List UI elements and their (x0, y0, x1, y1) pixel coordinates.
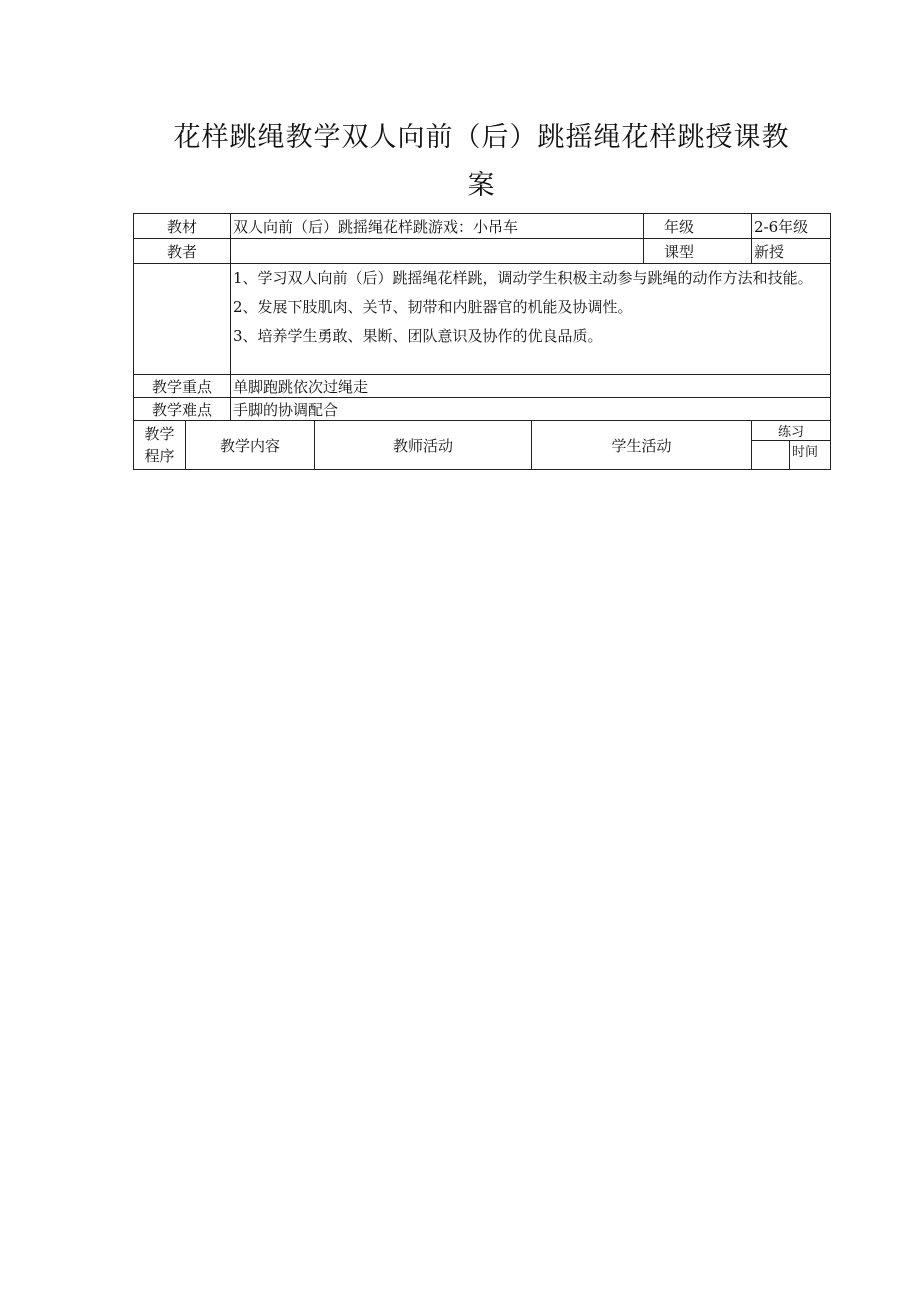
material-label: 教材 (134, 214, 231, 239)
lesson-plan-table (133, 213, 831, 470)
goals-row (134, 264, 831, 375)
lesson-type-label: 课型 (644, 239, 752, 264)
teacher-label: 教者 (134, 239, 231, 264)
procedure-label-line-2: 程序 (144, 447, 175, 465)
goals-content (231, 264, 831, 375)
procedure-header-row-top (134, 421, 831, 441)
student-activity-header: 学生活动 (532, 421, 752, 470)
teacher-row (134, 239, 831, 264)
goals-label (134, 264, 231, 375)
material-row (134, 214, 831, 239)
time-header: 时间 (790, 441, 831, 470)
material-value: 双人向前（后）跳摇绳花样跳游戏：小吊车 (231, 214, 644, 239)
goal-item-1: 1、学习双人向前（后）跳摇绳花样跳，调动学生积极主动参与跳绳的动作方法和技能。 (233, 269, 813, 287)
key-point-value: 单脚跑跳依次过绳走 (231, 375, 831, 398)
key-point-row (134, 375, 831, 398)
content-header: 教学内容 (186, 421, 315, 470)
practice-header: 练习 (752, 421, 831, 441)
practice-empty-cell (752, 441, 790, 470)
goal-item-3: 3、培养学生勇敢、果断、团队意识及协作的优良品质。 (233, 327, 603, 345)
grade-value: 2-6年级 (752, 214, 831, 239)
document-title-line-2: 案 (467, 170, 496, 201)
difficulty-value: 手脚的协调配合 (231, 398, 831, 421)
grade-label: 年级 (644, 214, 752, 239)
procedure-label (134, 421, 186, 470)
goal-item-2: 2、发展下肢肌肉、关节、韧带和内脏器官的机能及协调性。 (233, 298, 633, 316)
document-title-line-1: 花样跳绳教学双人向前（后）跳摇绳花样跳授课教 (173, 122, 790, 153)
teacher-value (231, 239, 644, 264)
lesson-type-value: 新授 (752, 239, 831, 264)
teacher-activity-header: 教师活动 (315, 421, 532, 470)
difficulty-label: 教学难点 (134, 398, 231, 421)
difficulty-row (134, 398, 831, 421)
key-point-label: 教学重点 (134, 375, 231, 398)
procedure-label-line-1: 教学 (144, 425, 175, 443)
